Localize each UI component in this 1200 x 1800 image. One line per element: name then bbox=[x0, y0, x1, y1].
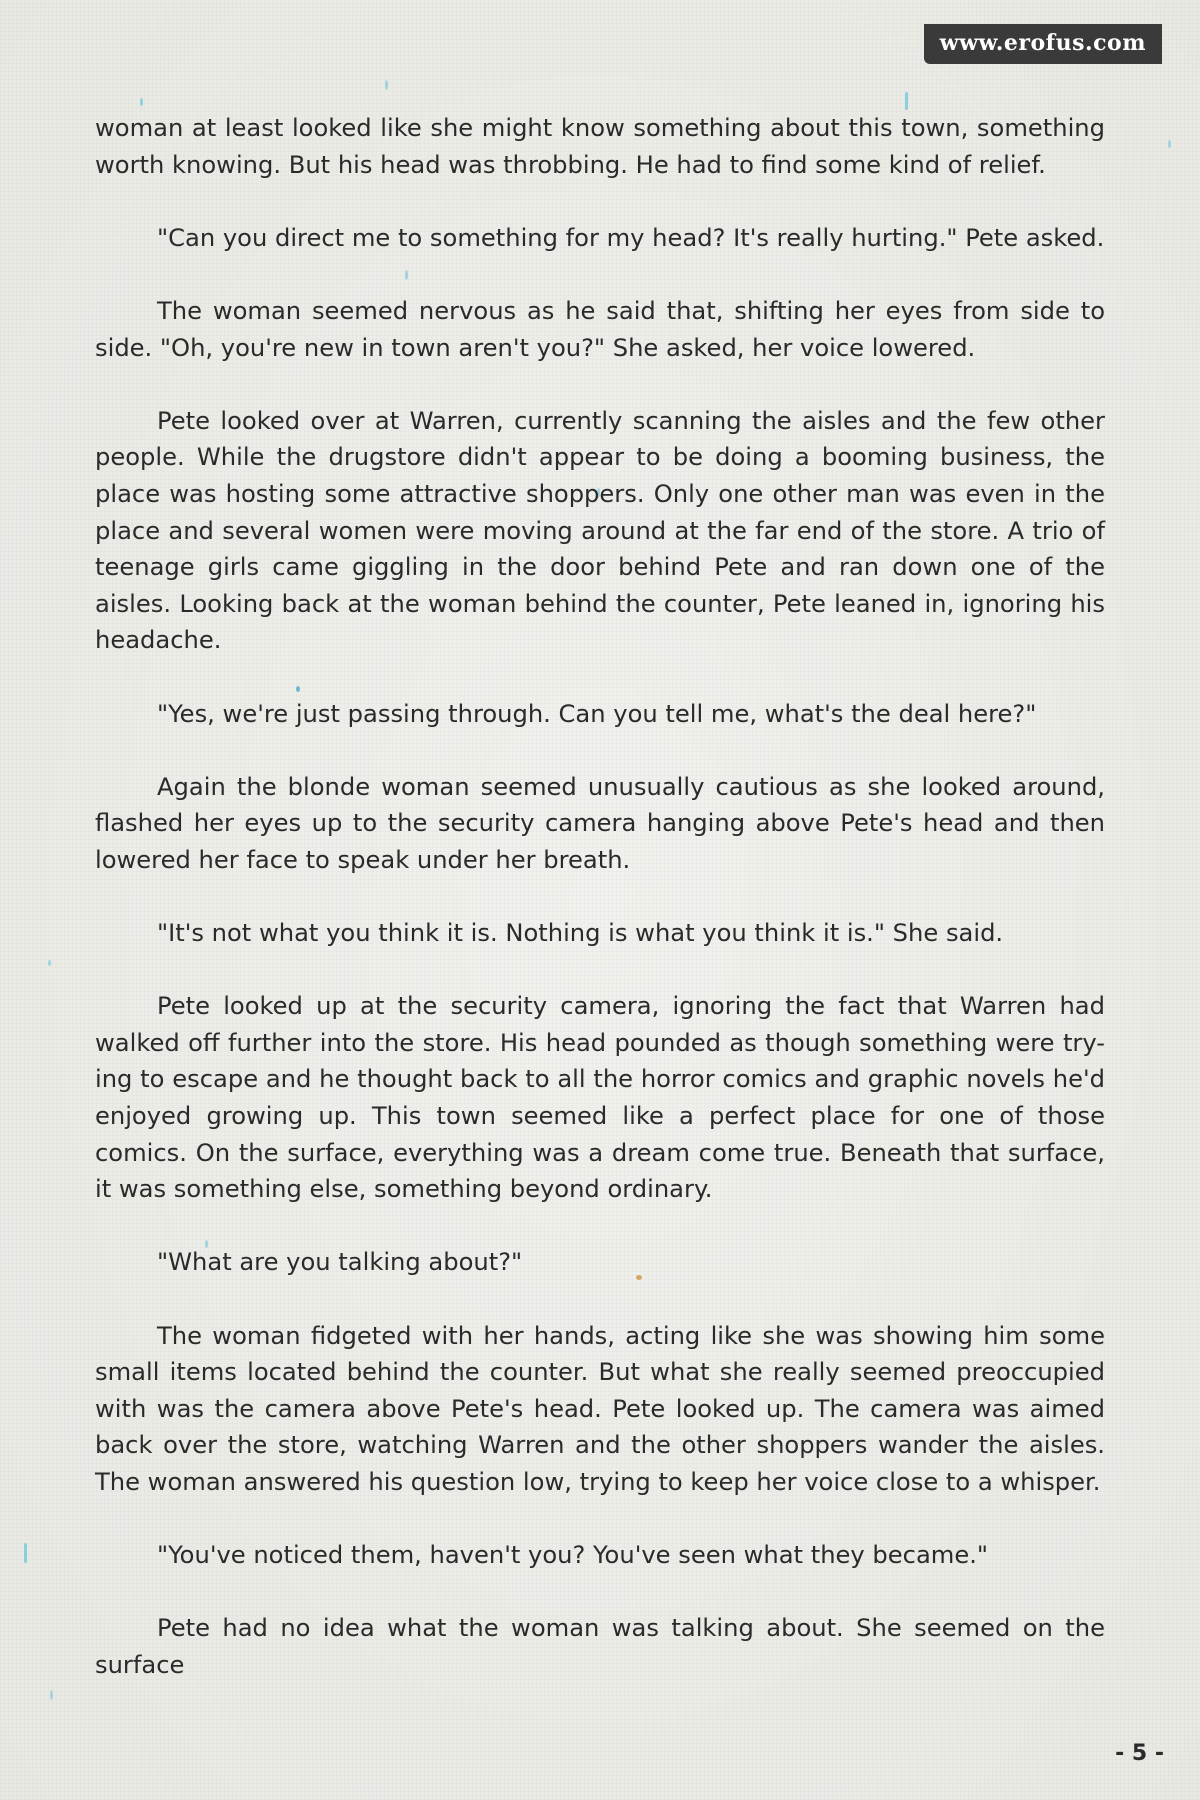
watermark-logo: www.erofus.com bbox=[924, 24, 1162, 64]
paragraph: Pete had no idea what the woman was talking about. She seemed on the surface bbox=[95, 1614, 1105, 1679]
paragraph: "What are you talking about?" bbox=[157, 1248, 523, 1277]
paragraph: Pete looked over at Warren, currently scanning the aisles and the few other people. While the drugstore didn't appear to be doing a booming business, the place was hosting some attractive shoppers. Only one other man was even in the place and several women were moving around at the far end of the store. A trio of teenage girls came giggling in the door behind Pete and ran down one of the aisles. Looking back at the woman behind the counter, Pete leaned in, ignoring his headache. bbox=[95, 406, 1105, 655]
ink-speck bbox=[48, 960, 51, 966]
paragraph: "It's not what you think it is. Nothing is what you think it is." She said. bbox=[157, 919, 1004, 948]
paragraph: Pete looked up at the security camera, ignoring the fact that Warren had walked off further into the store. His head pounded as though something were try-ing to escape and he thought back to all the horror comics and graphic novels he'd enjoyed growing up. This town seemed like a perfect place for one of those comics. On the surface, everything was a dream come true. Beneath that surface, it was something else, something beyond ordinary. bbox=[95, 992, 1105, 1204]
ink-speck bbox=[1168, 140, 1171, 148]
paragraph: "You've noticed them, haven't you? You've seen what they became." bbox=[157, 1541, 989, 1570]
ink-speck bbox=[140, 98, 143, 106]
paragraph: The woman seemed nervous as he said that, shifting her eyes from side to side. "Oh, you're new in town aren't you?" She asked, her voice lowered. bbox=[95, 296, 1105, 362]
paragraph: "Can you direct me to something for my head? It's really hurting." Pete asked. bbox=[157, 223, 1105, 252]
paragraph: woman at least looked like she might know something about this town, something worth knowing. But his head was throbbing. He had to find some kind of relief. bbox=[95, 114, 1105, 179]
ink-speck bbox=[50, 1690, 53, 1700]
ink-speck bbox=[385, 80, 388, 90]
ink-speck bbox=[905, 92, 908, 110]
paragraph: Again the blonde woman seemed unusually cautious as she looked around, flashed her eyes up to the security camera hanging above Pete's head and then lowered her face to speak under her breath. bbox=[95, 772, 1105, 874]
paragraph: "Yes, we're just passing through. Can you tell me, what's the deal here?" bbox=[157, 699, 1037, 728]
ink-speck bbox=[24, 1543, 27, 1563]
story-text bbox=[95, 110, 1105, 1720]
paragraph: The woman fidgeted with her hands, acting like she was showing him some small items located behind the counter. But what she really seemed preoccupied with was the camera above Pete's head. Pete looked up. The camera was aimed back over the store, watching Warren and the other shoppers wander the aisles. The woman answered his question low, trying to keep her voice close to a whisper. bbox=[95, 1321, 1105, 1496]
page-number: - 5 - bbox=[1115, 1741, 1164, 1766]
